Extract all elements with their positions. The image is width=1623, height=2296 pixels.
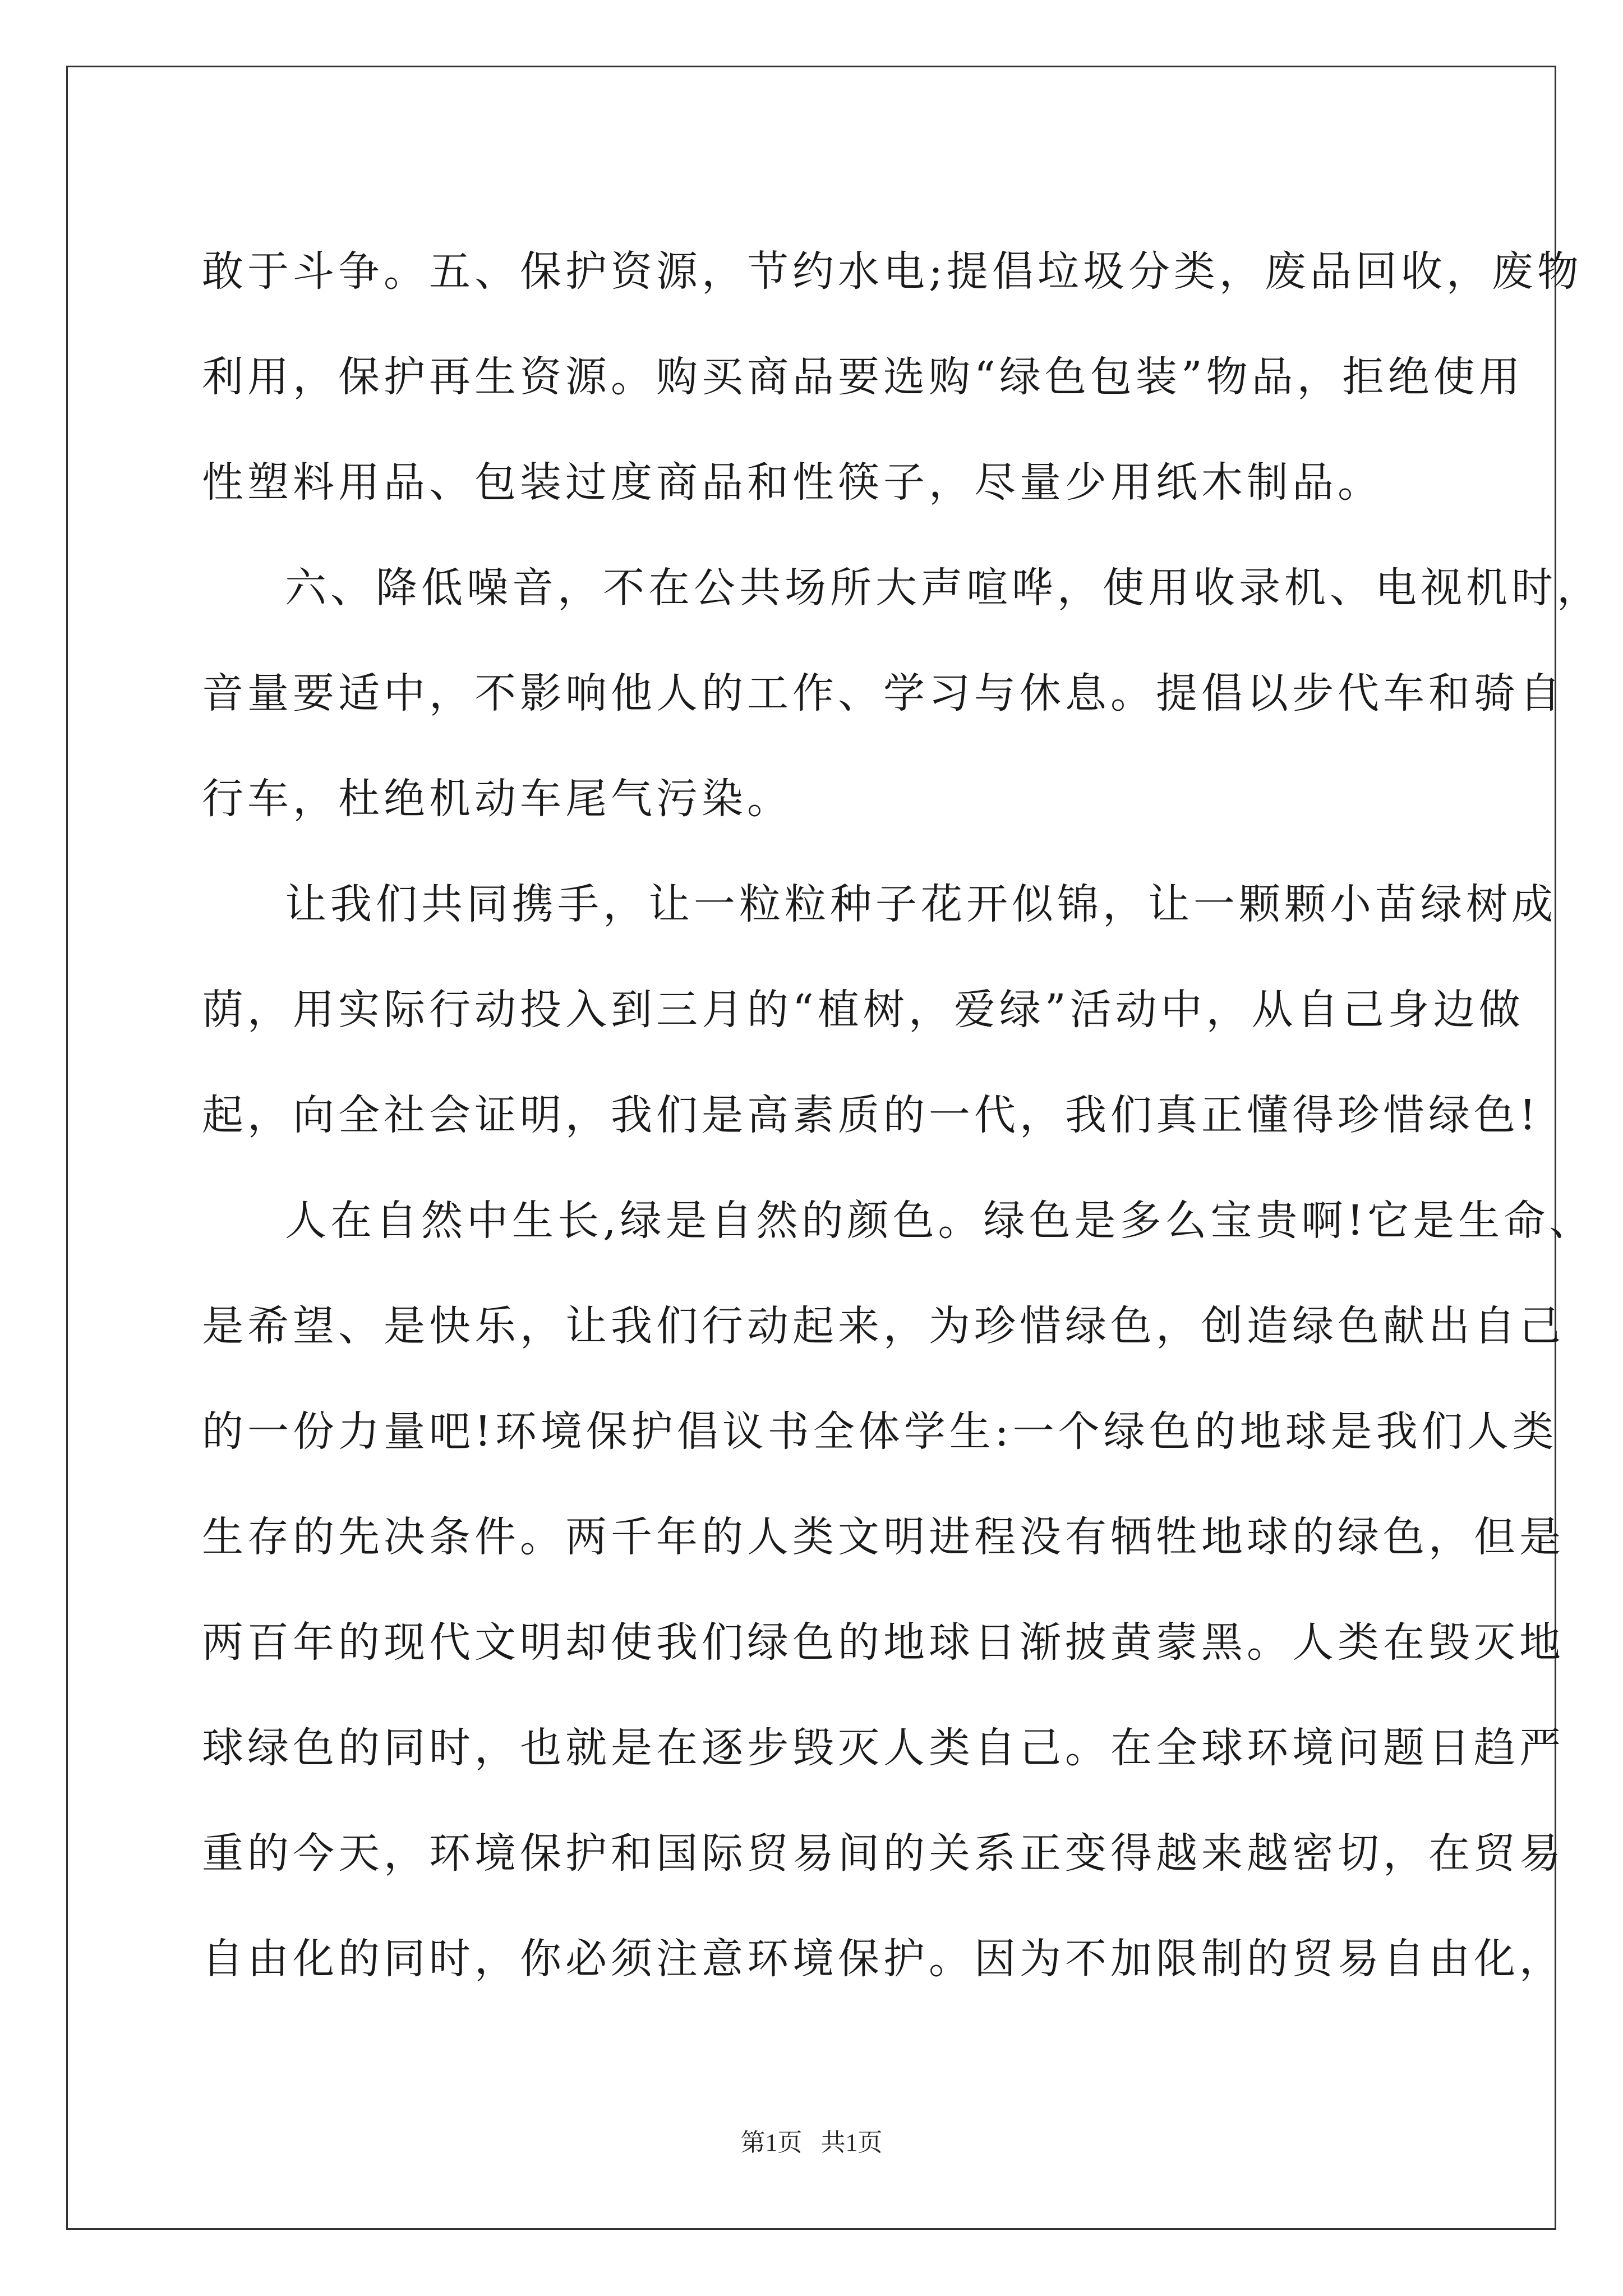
text-line: 是希望、是快乐，让我们行动起来，为珍惜绿色，创造绿色献出自己: [202, 1302, 1565, 1350]
text-line: 起，向全社会证明，我们是高素质的一代，我们真正懂得珍惜绿色!: [202, 1091, 1540, 1139]
text-line: 性塑料用品、包装过度商品和性筷子，尽量少用纸木制品。: [202, 458, 1383, 507]
text-line: 利用，保护再生资源。购买商品要选购“绿色包装”物品，拒绝使用: [202, 353, 1524, 401]
text-line: 荫，用实际行动投入到三月的“植树，爱绿”活动中，从自己身边做: [202, 986, 1524, 1034]
text-line: 让我们共同携手，让一粒粒种子花开似锦，让一颗颗小苗绿树成: [285, 880, 1557, 928]
text-line: 球绿色的同时，也就是在逐步毁灭人类自己。在全球环境问题日趋严: [202, 1724, 1565, 1772]
text-line: 音量要适中，不影响他人的工作、学习与休息。提倡以步代车和骑自: [202, 669, 1565, 717]
text-line: 自由化的同时，你必须注意环境保护。因为不加限制的贸易自由化，: [202, 1935, 1565, 1983]
text-line: 生存的先决条件。两千年的人类文明进程没有牺牲地球的绿色，但是: [202, 1513, 1565, 1561]
text-line: 六、降低噪音，不在公共场所大声喧哗，使用收录机、电视机时，: [285, 564, 1602, 612]
text-line: 的一份力量吧!环境保护倡议书全体学生:一个绿色的地球是我们人类: [202, 1407, 1558, 1456]
text-line: 行车，杜绝机动车尾气污染。: [202, 775, 792, 823]
document-body: [202, 219, 1602, 2012]
page-number-footer: 第1页 共1页: [740, 2129, 883, 2156]
text-line: 重的今天，环境保护和国际贸易间的关系正变得越来越密切，在贸易: [202, 1829, 1565, 1878]
text-line: 敢于斗争。五、保护资源，节约水电;提倡垃圾分类，废品回收，废物: [202, 247, 1583, 296]
text-line: 人在自然中生长,绿是自然的颜色。绿色是多么宝贵啊!它是生命、: [285, 1197, 1595, 1245]
text-line: 两百年的现代文明却使我们绿色的地球日渐披黄蒙黑。人类在毁灭地: [202, 1618, 1565, 1667]
